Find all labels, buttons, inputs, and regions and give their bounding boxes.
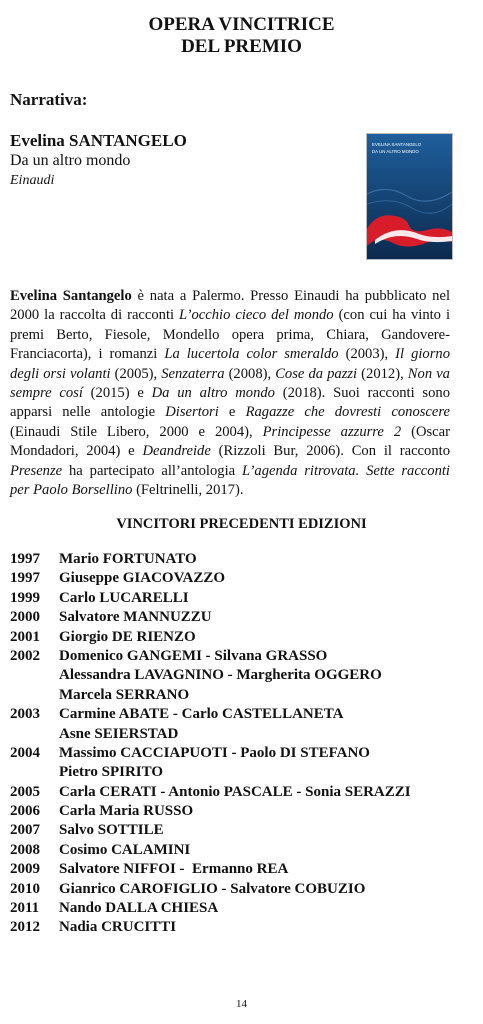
winner-row bbox=[10, 647, 470, 666]
bio-segment: La lucertola color smeraldo bbox=[164, 346, 339, 363]
winner-row bbox=[10, 880, 470, 899]
bio-segment: Presenze bbox=[10, 462, 63, 479]
heading-line-1: OPERA VINCITRICE bbox=[148, 14, 335, 35]
bio-segment: (Einaudi Stile Libero, 2000 e 2004), bbox=[10, 423, 263, 440]
bio-segment: L’agenda ritrovata. Sette racconti per Paolo Borsellino bbox=[10, 462, 450, 499]
winner-names: Mario FORTUNATO bbox=[59, 551, 197, 567]
winner-names: Carmine ABATE - Carlo CASTELLANETA bbox=[59, 706, 344, 723]
winner-row bbox=[10, 821, 470, 840]
bio-segment: Senzaterra bbox=[161, 365, 225, 382]
winner-row bbox=[10, 686, 470, 705]
winner-year bbox=[10, 725, 59, 744]
bio-segment: (2018). Suoi racconti sono apparsi nelle antologie bbox=[10, 385, 450, 421]
winner-year bbox=[10, 686, 59, 705]
winner-year: 1997 bbox=[10, 551, 40, 567]
winner-names: Carlo LUCARELLI bbox=[59, 589, 189, 606]
winner-year: 2000 bbox=[10, 609, 40, 626]
winner-year: 2010 bbox=[10, 880, 40, 897]
category-label: Narrativa: bbox=[10, 90, 88, 109]
winner-year bbox=[10, 763, 59, 782]
bio-segment: Cose da pazzi bbox=[275, 365, 358, 382]
bio-segment: (2005), bbox=[110, 365, 162, 382]
winner-names: Giorgio DE RIENZO bbox=[59, 628, 196, 645]
winner-names: Nando DALLA CHIESA bbox=[59, 900, 219, 917]
winner-names: Alessandra LAVAGNINO - Margherita OGGERO bbox=[59, 667, 382, 684]
winner-year: 2012 bbox=[10, 919, 40, 936]
winner-year: 2005 bbox=[10, 783, 40, 800]
bio-segment: Ragazze che dovresti conoscere bbox=[245, 404, 450, 421]
winner-names: Cosimo CALAMINI bbox=[59, 841, 191, 858]
winner-row bbox=[10, 725, 470, 744]
winner-year: 2003 bbox=[10, 706, 40, 723]
winner-row bbox=[10, 899, 470, 918]
winner-book-title: Da un altro mondo bbox=[10, 152, 131, 169]
winner-row bbox=[10, 628, 470, 647]
bio-segment: e bbox=[218, 404, 246, 421]
bio-segment: (con cui ha vinto i premi Berto, Fiesole, Mondello opera prima, Chiara, Gandovere-Franciacorta), i romanzi bbox=[10, 307, 450, 363]
winner-row bbox=[10, 589, 470, 608]
winner-year bbox=[10, 666, 59, 685]
winner-row bbox=[10, 550, 470, 569]
winner-names: Marcela SERRANO bbox=[59, 686, 190, 703]
bio-segment: ha partecipato all’antologia bbox=[62, 462, 242, 479]
bio-segment: (2008), bbox=[224, 365, 276, 382]
bio-segment: (Feltrinelli, 2017). bbox=[132, 482, 244, 499]
bio-segment: Da un altro mondo bbox=[151, 385, 275, 402]
cover-title-text: DA UN ALTRO MONDO bbox=[372, 149, 419, 154]
winner-names: Giuseppe GIACOVAZZO bbox=[59, 570, 226, 587]
winner-year: 2006 bbox=[10, 803, 40, 820]
bio-segment: Principesse azzurre 2 bbox=[262, 423, 402, 440]
bio-segment: L’occhio cieco del mondo bbox=[179, 307, 334, 324]
winner-names: Salvatore MANNUZZU bbox=[59, 609, 212, 626]
winner-names: Nadia CRUCITTI bbox=[59, 919, 177, 936]
winner-names: Pietro SPIRITO bbox=[59, 764, 164, 781]
winner-year: 1999 bbox=[10, 589, 40, 606]
bio-segment: Non va sempre cosí bbox=[10, 365, 450, 402]
winner-year: 2001 bbox=[10, 628, 40, 645]
bio-segment: (2015) e bbox=[82, 385, 152, 402]
bio-segment: Deandreide bbox=[142, 443, 211, 460]
winner-year: 1997 bbox=[10, 570, 40, 587]
book-cover-image bbox=[366, 133, 453, 260]
bio-segment: Il giorno degli orsi volanti bbox=[10, 346, 450, 382]
bio-segment: (2012), bbox=[357, 365, 408, 382]
winner-row bbox=[10, 860, 470, 879]
winner-row bbox=[10, 608, 470, 627]
winner-names: Massimo CACCIAPUOTI - Paolo DI STEFANO bbox=[59, 744, 370, 761]
bio-segment: (2003), bbox=[338, 346, 396, 363]
winner-year: 2009 bbox=[10, 861, 40, 878]
previous-winners-heading: VINCITORI PRECEDENTI EDIZIONI bbox=[116, 516, 367, 532]
bio-segment: (Rizzoli Bur, 2006). Con il racconto bbox=[210, 443, 450, 460]
author-biography bbox=[10, 287, 450, 500]
winner-row bbox=[10, 744, 470, 763]
bio-segment: (Oscar Mondadori, 2004) e bbox=[10, 423, 450, 460]
winner-row bbox=[10, 569, 470, 588]
winner-row bbox=[10, 918, 470, 937]
winner-year: 2002 bbox=[10, 647, 40, 664]
winner-names: Gianrico CAROFIGLIO - Salvatore COBUZIO bbox=[59, 880, 366, 897]
winner-names: Carla CERATI - Antonio PASCALE - Sonia SERAZZI bbox=[59, 783, 411, 800]
winner-names: Asne SEIERSTAD bbox=[59, 725, 179, 742]
winner-year: 2004 bbox=[10, 744, 40, 761]
winner-names: Salvatore NIFFOI - Ermanno REA bbox=[59, 861, 289, 878]
winner-names: Domenico GANGEMI - Silvana GRASSO bbox=[59, 647, 328, 664]
winner-row bbox=[10, 705, 470, 724]
previous-winners-list bbox=[10, 550, 470, 938]
cover-author-text: EVELINA SANTANGELO bbox=[372, 142, 422, 147]
bio-segment: Disertori bbox=[165, 404, 219, 421]
winner-year: 2008 bbox=[10, 841, 40, 858]
winner-row bbox=[10, 783, 470, 802]
winner-row bbox=[10, 802, 470, 821]
bio-segment: è nata a Palermo. Presso Einaudi ha pubblicato nel 2000 la raccolta di racconti bbox=[10, 288, 451, 324]
winner-year: 2007 bbox=[10, 822, 40, 839]
winner-names: Carla Maria RUSSO bbox=[59, 803, 194, 820]
winner-row bbox=[10, 841, 470, 860]
winner-names: Salvo SOTTILE bbox=[59, 822, 164, 839]
winner-row bbox=[10, 666, 470, 685]
bio-segment: Evelina Santangelo bbox=[10, 288, 132, 304]
winner-year: 2011 bbox=[10, 900, 40, 917]
winner-author: Evelina SANTANGELO bbox=[10, 131, 187, 150]
winner-publisher: Einaudi bbox=[10, 173, 55, 188]
page-number: 14 bbox=[236, 998, 247, 1010]
winner-row bbox=[10, 763, 470, 782]
heading-line-2: DEL PREMIO bbox=[181, 36, 302, 57]
